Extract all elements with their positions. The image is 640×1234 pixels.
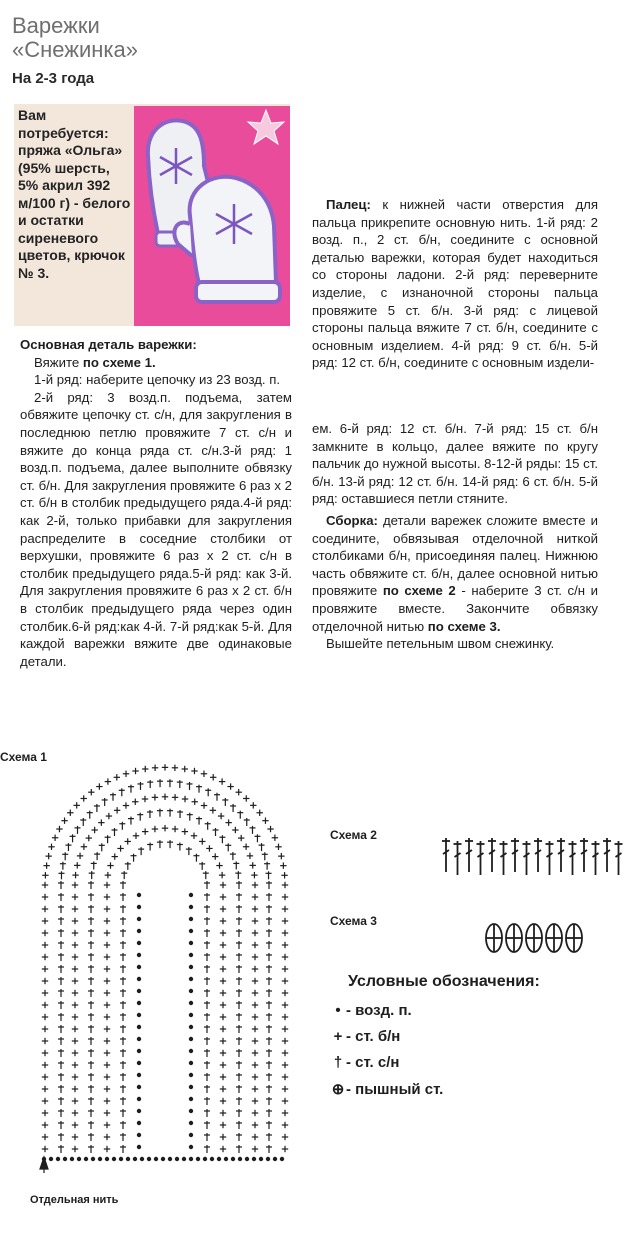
assembly-paragraph [312, 512, 598, 635]
page-title [12, 14, 138, 62]
finger-section [312, 196, 598, 372]
chain-stitch [137, 1121, 140, 1124]
chain-stitch [137, 1145, 140, 1148]
chain-stitch [189, 1037, 192, 1040]
double-crochet-icon: † [333, 1054, 343, 1071]
chain-stitch [217, 1157, 220, 1160]
legend-label-chain: - возд. п. [346, 1002, 412, 1019]
chain-stitch [203, 1157, 206, 1160]
legend-list [330, 1002, 443, 1106]
chain-stitch [189, 1073, 192, 1076]
chain-stitch [140, 1157, 143, 1160]
finger-text: к нижней части отверстия для пальца прикрепите основную нить. 1-й ряд: 2 возд. п., 2 ст. б/н, соедините с основной деталью варежки, которая будет находиться со стороны ладони. 2-й ряд: переверните изделие, с изнаночной стороны пальца провяжите 5 ст. б/н. 3-й ряд: с лицевой стороны пальца вяжите 7 ст. б/н, соедините с основным изделием. 4-й ряд: 9 ст. б/н. 5-й ряд: 12 ст. б/н, соедините с основным издели- [312, 197, 598, 371]
chain-stitch [182, 1157, 185, 1160]
separate-thread-label: Отдельная нить [30, 1194, 119, 1206]
chain-stitch [137, 989, 140, 992]
chain-stitch [189, 1025, 192, 1028]
chain-stitch [137, 905, 140, 908]
chain-stitch [189, 977, 192, 980]
chain-stitch [137, 1061, 140, 1064]
chain-stitch [189, 953, 192, 956]
chain-stitch-icon: • [335, 1002, 341, 1019]
scheme3-ref: по схеме 3. [427, 618, 501, 634]
chain-stitch [280, 1157, 283, 1160]
chain-stitch [137, 1097, 140, 1100]
legend-label-sc: - ст. б/н [346, 1028, 401, 1045]
chain-stitch [189, 1121, 192, 1124]
chain-stitch [189, 929, 192, 932]
chain-stitch [49, 1157, 52, 1160]
chain-stitch [259, 1157, 262, 1160]
puff-stitch-icon: ⊕ [331, 1081, 345, 1098]
finger-paragraph [312, 196, 598, 372]
main-part-section [20, 336, 292, 670]
chain-stitch [252, 1157, 255, 1160]
finger-heading: Палец: [326, 197, 371, 212]
assembly-heading: Сборка: [326, 512, 378, 528]
chain-stitch [189, 1085, 192, 1088]
title-line-1: Варежки [12, 13, 100, 38]
chain-stitch [168, 1157, 171, 1160]
legend-title: Условные обозначения: [348, 973, 540, 990]
chain-stitch [133, 1157, 136, 1160]
chain-stitch [245, 1157, 248, 1160]
single-crochet-icon: + [333, 1028, 343, 1045]
chain-stitch [137, 941, 140, 944]
scheme1-ref: по схеме 1. [82, 354, 156, 370]
scheme2-ref: по схеме 2 [382, 583, 456, 599]
main-part-intro [20, 354, 292, 372]
scheme3-label: Схема 3 [330, 914, 377, 928]
chain-stitch [126, 1157, 129, 1160]
chain-stitch [70, 1157, 73, 1160]
legend-label-puff: - пышный ст. [346, 1081, 444, 1098]
chain-stitch [175, 1157, 178, 1160]
assembly-text-b: - наберите 3 ст. с/н и провяжите вместе. Закончите обвязку отделочной нитью [312, 583, 599, 634]
chain-stitch [137, 977, 140, 980]
main-part-heading: Основная деталь варежки: [20, 337, 197, 352]
chain-stitch [98, 1157, 101, 1160]
chain-stitch [231, 1157, 234, 1160]
legend-item-dc [330, 1054, 443, 1080]
chain-stitch [77, 1157, 80, 1160]
chain-stitch [137, 1133, 140, 1136]
thread-arrow-head [40, 1157, 48, 1169]
chain-stitch [189, 917, 192, 920]
chain-stitch [137, 893, 140, 896]
chain-stitch [189, 1145, 192, 1148]
chain-stitch [137, 1109, 140, 1112]
scheme3-diagram [482, 920, 592, 956]
legend-item-chain [330, 1002, 443, 1028]
scheme1-label: Схема 1 [0, 750, 47, 764]
chain-stitch [137, 1025, 140, 1028]
chain-stitch [91, 1157, 94, 1160]
chain-stitch [189, 941, 192, 944]
scheme2-label: Схема 2 [330, 828, 377, 842]
title-line-2: «Снежинка» [12, 37, 138, 62]
finger-continued-section [312, 420, 598, 653]
chain-stitch [137, 965, 140, 968]
legend-item-puff [330, 1080, 443, 1106]
mittens-photo [134, 106, 290, 326]
chain-stitch [63, 1157, 66, 1160]
chain-stitch [273, 1157, 276, 1160]
chain-stitch [137, 1085, 140, 1088]
chain-stitch [137, 1013, 140, 1016]
finger-text-continued: ем. 6-й ряд: 12 ст. б/н. 7-й ряд: 15 ст. б/н замкните в кольцо, далее вяжите по кругу пальчик до нужной высоты. 8-12-й ряды: 15 ст. б/н. 13-й ряд: 12 ст. б/н. 14-й ряд: 6 ст. б/н. 5-й ряд: оставшиеся петли стяните. [312, 421, 598, 507]
chain-stitch [266, 1157, 269, 1160]
chain-stitch [210, 1157, 213, 1160]
scheme2-diagram [438, 830, 630, 878]
chain-stitch [196, 1157, 199, 1160]
main-part-intro-text: Вяжите [34, 354, 80, 370]
chain-stitch [105, 1157, 108, 1160]
assembly-text-a: детали варежек сложите вместе и соедините, обвязывая отделочной ниткой столбиками б/н, присоединяя палец. Нижнюю часть обвяжите ст. б/н, далее основной нитью провяжите [312, 512, 598, 599]
chain-stitch [189, 1157, 192, 1160]
chain-stitch [119, 1157, 122, 1160]
chain-stitch [161, 1157, 164, 1160]
chain-stitch [189, 1001, 192, 1004]
chain-stitch [189, 989, 192, 992]
chain-stitch [189, 1109, 192, 1112]
chain-stitch [189, 1049, 192, 1052]
materials-text: Вам потребуется: пряжа «Ольга» (95% шерсть, 5% акрил 392 м/100 г) - белого и остатки сиреневого цветов, крючок № 3. [18, 107, 131, 281]
chain-stitch [112, 1157, 115, 1160]
chain-stitch [84, 1157, 87, 1160]
chain-stitch [189, 965, 192, 968]
chain-stitch [238, 1157, 241, 1160]
legend-label-dc: - ст. с/н [346, 1054, 400, 1071]
chain-stitch [137, 953, 140, 956]
scheme1-diagram [30, 745, 300, 1175]
chain-stitch [189, 905, 192, 908]
row1-text: 1-й ряд: наберите цепочку из 23 возд. п. [34, 372, 281, 388]
chain-stitch [189, 1061, 192, 1064]
chain-stitch [189, 1013, 192, 1016]
chain-stitch [224, 1157, 227, 1160]
chain-stitch [137, 1049, 140, 1052]
chain-stitch [154, 1157, 157, 1160]
chain-stitch [189, 893, 192, 896]
chain-stitch [147, 1157, 150, 1160]
chain-stitch [137, 1073, 140, 1076]
chain-stitch [189, 1133, 192, 1136]
chain-stitch [137, 1001, 140, 1004]
chain-stitch [137, 929, 140, 932]
legend-item-sc [330, 1028, 443, 1054]
chain-stitch [137, 917, 140, 920]
chain-stitch [56, 1157, 59, 1160]
age-subtitle: На 2-3 года [12, 70, 95, 87]
chain-stitch [189, 1097, 192, 1100]
embroidery-text: Вышейте петельным швом снежинку. [326, 636, 555, 652]
rows-2-7-text: 2-й ряд: 3 возд.п. подъема, затем обвяжите цепочку ст. с/н, для закругления в последнюю петлю провяжите 7 ст. с/н и вяжите до конца ряда ст. с/н.3-й ряд: 1 возд.п. подъема, далее выполните обвязку ст. б/н. Для закругления провяжите 6 раз х 2 ст. б/н в столбик предыдущего ряда.4-й ряд: как 2-й, только прибавки для закругления распределите в соседние столбики от верхушки, провяжите 6 раз х 2 ст. с/н в столбик предыдущего ряда.5-й ряд: как 3-й. Для закругления провяжите 6 раз х 2 ст. б/н в столбик предыдущего ряда через один столбик.6-й ряд:как 4-й. 7-й ряд:как 5-й. Для каждой варежки вяжите две одинаковые детали. [20, 389, 292, 669]
chain-stitch [137, 1037, 140, 1040]
